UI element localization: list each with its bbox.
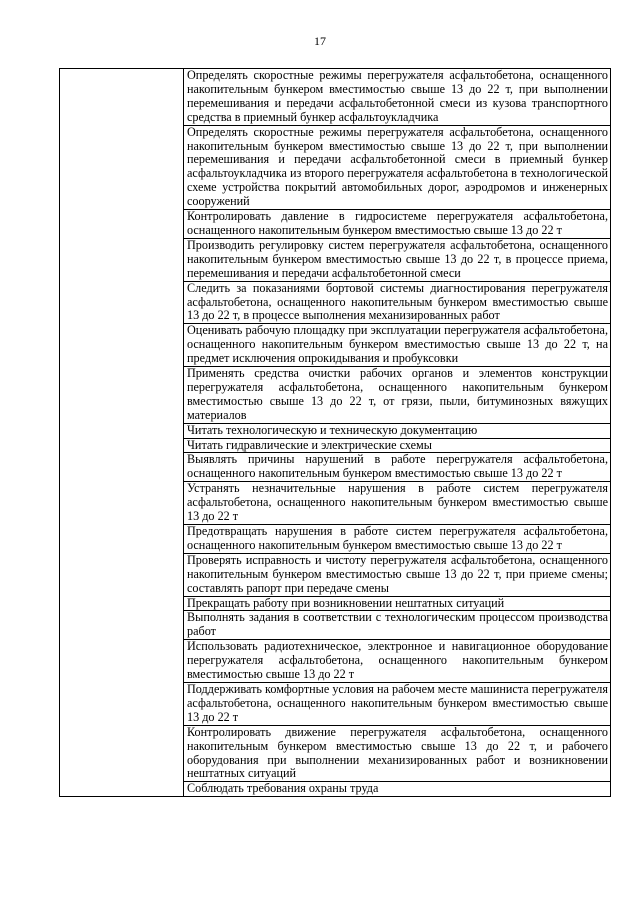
- table-cell: Проверять исправность и чистоту перегружателя асфальтобетона, оснащенного накопительным бункером вместимостью свыше 13 до 22 т, при приеме смены; составлять рапорт при передаче смены: [184, 553, 611, 596]
- table-cell: Использовать радиотехническое, электронное и навигационное оборудование перегружателя асфальтобетона, оснащенного накопительным бункером вместимостью свыше 13 до 22 т: [184, 640, 611, 683]
- table-cell: Читать гидравлические и электрические схемы: [184, 438, 611, 453]
- table-cell: Применять средства очистки рабочих органов и элементов конструкции перегружателя асфальтобетона, оснащенного накопительным бункером вместимостью свыше 13 до 22 т, от грязи, пыли, битуминозных вяжущих материалов: [184, 367, 611, 424]
- table-cell: Выявлять причины нарушений в работе перегружателя асфальтобетона, оснащенного накопительным бункером вместимостью свыше 13 до 22 т: [184, 453, 611, 482]
- table-cell: Определять скоростные режимы перегружателя асфальтобетона, оснащенного накопительным бункером вместимостью свыше 13 до 22 т, при выполнении перемешивания и передачи асфальтобетонной смеси из кузова транспортного средства в приемный бункер асфальтоукладчика: [184, 69, 611, 126]
- table-cell: Соблюдать требования охраны труда: [184, 782, 611, 797]
- table-cell: Устранять незначительные нарушения в работе систем перегружателя асфальтобетона, оснащенного накопительным бункером вместимостью свыше 13 до 22 т: [184, 482, 611, 525]
- table-cell: Поддерживать комфортные условия на рабочем месте машиниста перегружателя асфальтобетона, оснащенного накопительным бункером вместимостью свыше 13 до 22 т: [184, 682, 611, 725]
- table-cell: Прекращать работу при возникновении нештатных ситуаций: [184, 596, 611, 611]
- table-cell: Оценивать рабочую площадку при эксплуатации перегружателя асфальтобетона, оснащенного накопительным бункером вместимостью свыше 13 до 22 т, на предмет исключения опрокидывания и пробуксовки: [184, 324, 611, 367]
- table-cell: Контролировать давление в гидросистеме перегружателя асфальтобетона, оснащенного накопительным бункером вместимостью свыше 13 до 22 т: [184, 210, 611, 239]
- table-cell: Контролировать движение перегружателя асфальтобетона, оснащенного накопительным бункером вместимостью свыше 13 до 22 т, и рабочего оборудования при выполнении механизированных работ и возникновении нештатных ситуаций: [184, 725, 611, 782]
- table-cell: Определять скоростные режимы перегружателя асфальтобетона, оснащенного накопительным бункером вместимостью свыше 13 до 22 т, при выполнении перемешивания и передачи асфальтобетонной смеси в приемный бункер асфальтоукладчика из второго перегружателя асфальтобетона в технологической схеме устройства покрытий автомобильных дорог, аэродромов и инженерных сооружений: [184, 125, 611, 209]
- table-cell: Читать технологическую и техническую документацию: [184, 423, 611, 438]
- table-cell: Предотвращать нарушения в работе систем перегружателя асфальтобетона, оснащенного накопительным бункером вместимостью свыше 13 до 22 т: [184, 525, 611, 554]
- table-row: [60, 69, 611, 126]
- left-column-cell: [60, 69, 184, 797]
- skills-table: [59, 68, 611, 797]
- page-number: 17: [314, 34, 326, 48]
- table-cell: Производить регулировку систем перегружателя асфальтобетона, оснащенного накопительным бункером вместимостью свыше 13 до 22 т, в процессе приема, перемешивания и передачи асфальтобетонной смеси: [184, 238, 611, 281]
- table-cell: Выполнять задания в соответствии с технологическим процессом производства работ: [184, 611, 611, 640]
- table-cell: Следить за показаниями бортовой системы диагностирования перегружателя асфальтобетона, оснащенного накопительным бункером вместимостью свыше 13 до 22 т, в процессе выполнения механизированных работ: [184, 281, 611, 324]
